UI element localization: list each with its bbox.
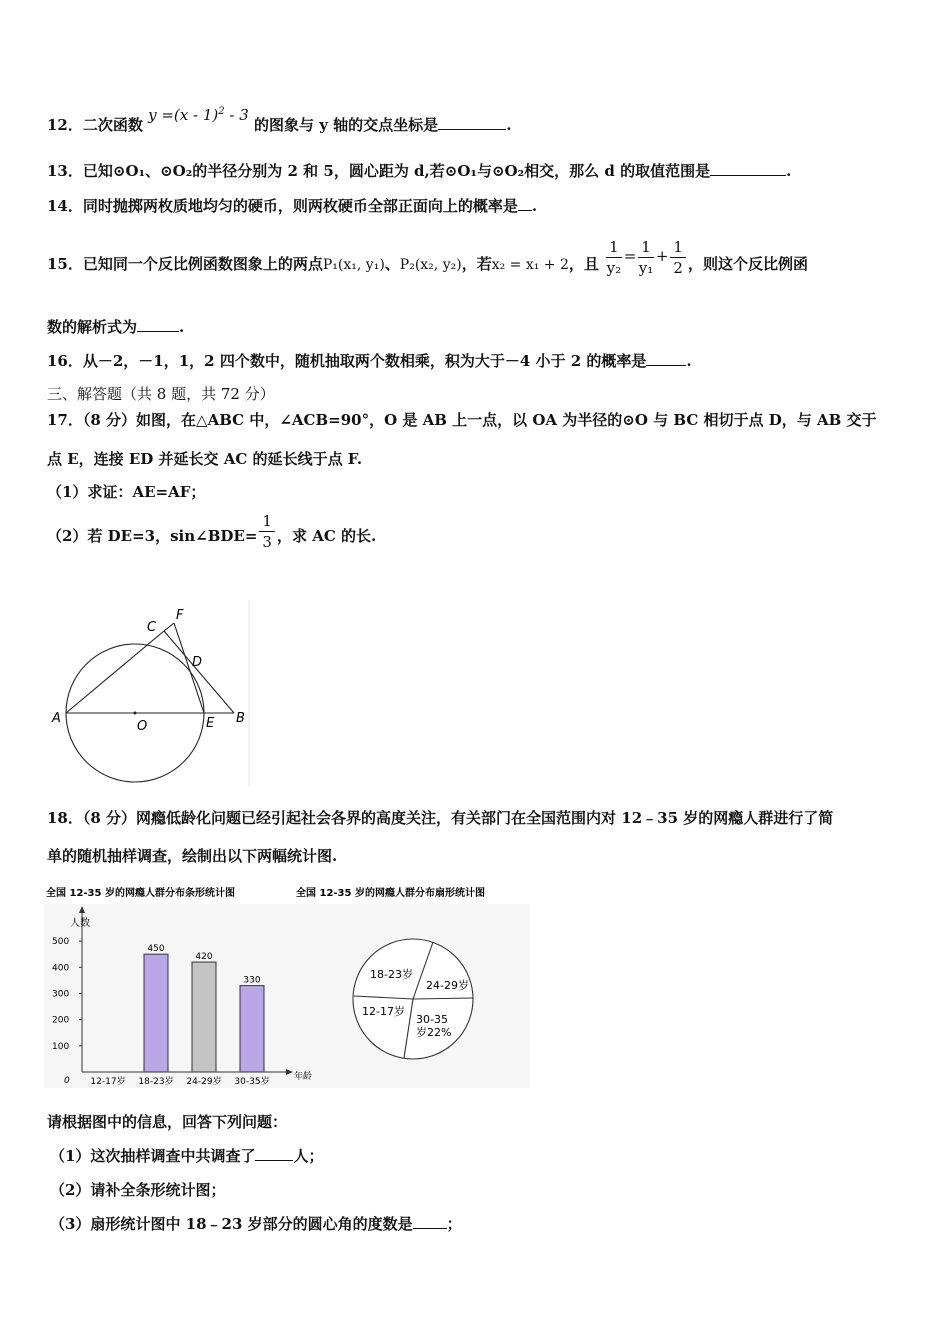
pie-chart-title: 全国 12-35 岁的网瘾人群分布扇形统计图 — [296, 888, 485, 899]
y-tick-label: 400 — [52, 963, 70, 974]
pie-label-30-35-b: 岁22% — [416, 1026, 452, 1039]
label-c: C — [147, 620, 157, 635]
label-o: O — [137, 719, 148, 734]
q12-blank — [438, 115, 506, 130]
q15-frac-2 — [638, 237, 654, 278]
question-17-part2 — [47, 511, 377, 558]
label-e: E — [206, 716, 215, 731]
x-axis-label: 年龄 — [294, 1072, 313, 1082]
q18-charts — [44, 882, 534, 1088]
section-3-heading: 三、解答题（共 8 题，共 72 分） — [47, 385, 275, 403]
pie-chart — [353, 939, 473, 1059]
q15-plus: + — [655, 247, 669, 265]
question-17-part1: （1）求证：AE=AF； — [47, 483, 206, 501]
q14-end: . — [531, 197, 538, 215]
question-14 — [47, 196, 537, 216]
q13-end: . — [786, 162, 792, 180]
y-tick-label: 200 — [52, 1015, 70, 1026]
label-f: F — [176, 608, 184, 623]
q15-frac2-num: 1 — [638, 237, 654, 258]
q15-point-p2: P₂(x₂, y₂) — [399, 257, 462, 273]
segment-cb — [164, 631, 234, 713]
y-axis-label: 人数 — [70, 918, 90, 929]
question-13 — [47, 161, 791, 181]
q15-text-pre: 15．已知同一个反比例函数图象上的两点 — [47, 255, 323, 273]
question-18-part1 — [50, 1146, 323, 1166]
q18-part3-post: ； — [446, 1215, 462, 1233]
segment-cf — [164, 623, 174, 631]
q17-frac-num: 1 — [259, 511, 275, 532]
question-15-line2 — [47, 317, 184, 337]
bar-data-label: 420 — [195, 952, 213, 963]
bar-18-23岁 — [144, 954, 168, 1072]
q14-blank — [518, 196, 532, 211]
bar-chart-title: 全国 12-35 岁的网瘾人群分布条形统计图 — [46, 888, 235, 899]
y-tick-label: 100 — [52, 1041, 70, 1052]
question-18-after: 请根据图中的信息，回答下列问题： — [47, 1113, 288, 1131]
pie-label-24-29: 24-29岁 — [426, 979, 469, 992]
q13-text: 13．已知⊙O₁、⊙O₂的半径分别为 2 和 5，圆心距为 d,若⊙O₁与⊙O₂相交，那么 d 的取值范围是 — [47, 162, 711, 180]
bar-30-35岁 — [240, 986, 264, 1072]
question-16 — [47, 351, 692, 371]
q12-formula-main: y =(x - 1) — [148, 106, 219, 124]
y-tick-label: 300 — [52, 989, 70, 1000]
q15-and: ，且 — [568, 255, 599, 273]
bar-data-label: 450 — [147, 944, 165, 955]
q16-blank — [646, 351, 686, 366]
question-18-line1: 18．（8 分）网瘾低龄化问题已经引起社会各界的高度关注，有关部门在全国范围内对 12﹣35 岁的网瘾人群进行了简 — [47, 809, 834, 827]
y-tick-label: 500 — [52, 937, 70, 948]
q12-text-post: 的图象与 y 轴的交点坐标是 — [254, 116, 439, 134]
question-18-line2: 单的随机抽样调查，绘制出以下两幅统计图. — [47, 847, 338, 865]
q15-frac3-den: 2 — [673, 258, 683, 277]
q16-end: . — [686, 352, 692, 370]
pie-label-18-23: 18-23岁 — [370, 968, 413, 981]
pie-label-30-35-a: 30-35 — [416, 1013, 448, 1026]
bar-data-label: 330 — [243, 975, 261, 986]
question-18-part2: （2）请补全条形统计图； — [50, 1181, 226, 1199]
q17-frac-den: 3 — [262, 532, 272, 551]
x-tick-label: 24-29岁 — [186, 1077, 222, 1087]
q18-part1-blank — [255, 1146, 293, 1161]
q15-end: . — [179, 318, 185, 336]
q15-text-post: ，则这个反比例函 — [687, 255, 808, 273]
q15-frac3-num: 1 — [670, 237, 686, 258]
label-d: D — [192, 655, 203, 670]
q17-part2-pre: （2）若 DE=3，sin∠BDE= — [47, 527, 258, 545]
q18-part3-blank — [413, 1214, 447, 1229]
q15-frac-3 — [670, 237, 686, 278]
question-15 — [47, 232, 808, 296]
q15-point-p1: P₁(x₁, y₁) — [322, 257, 385, 273]
q15-frac1-den: y₂ — [606, 258, 622, 277]
q16-text: 16．从－2，－1，1，2 四个数中，随机抽取两个数相乘，积为大于－4 小于 2 的概率是 — [47, 352, 647, 370]
question-17-line1: 17．（8 分）如图，在△ABC 中，∠ACB=90°，O 是 AB 上一点，以 OA 为半径的⊙O 与 BC 相切于点 D，与 AB 交于 — [47, 411, 877, 429]
q15-frac2-den: y₁ — [638, 258, 654, 277]
q18-part1-post: 人； — [293, 1147, 324, 1165]
q15-sep: 、 — [384, 255, 400, 273]
q12-number: 12． — [47, 116, 83, 134]
bar-24-29岁 — [192, 962, 216, 1072]
point-o — [134, 712, 137, 715]
q15-text-mid: ，若 — [461, 255, 492, 273]
q14-text: 14．同时抛掷两枚质地均匀的硬币，则两枚硬币全部正面向上的概率是 — [47, 197, 518, 215]
question-17-line2: 点 E，连接 ED 并延长交 AC 的延长线于点 F. — [47, 450, 363, 468]
segment-ac — [66, 631, 164, 713]
question-12 — [47, 106, 512, 135]
q15-eq: = — [623, 247, 637, 265]
x-tick-label: 12-17岁 — [90, 1077, 126, 1087]
q18-part1-pre: （1）这次抽样调查中共调查了 — [50, 1147, 256, 1165]
q17-sin-frac — [259, 511, 275, 552]
x-tick-label: 30-35岁 — [234, 1077, 270, 1087]
label-b: B — [236, 711, 245, 726]
q12-text-pre: 二次函数 — [82, 116, 143, 134]
q13-blank — [710, 161, 786, 176]
q15-condition: x₂ = x₁ + 2 — [491, 257, 569, 273]
q15-line2-text: 数的解析式为 — [47, 318, 138, 336]
q12-formula — [148, 106, 249, 124]
q15-blank — [137, 317, 179, 332]
y-tick-label: 0 — [64, 1076, 70, 1086]
q12-end: . — [506, 116, 512, 134]
q12-formula-sup: 2 — [218, 106, 225, 117]
label-a: A — [52, 711, 61, 726]
question-18-part3 — [50, 1214, 462, 1234]
q17-geometry-figure — [44, 600, 254, 786]
pie-label-12-17: 12-17岁 — [362, 1005, 405, 1018]
q17-part2-post: ，求 AC 的长. — [276, 527, 377, 545]
q12-formula-tail: - 3 — [224, 106, 249, 124]
x-tick-label: 18-23岁 — [138, 1077, 174, 1087]
q18-part3-pre: （3）扇形统计图中 18﹣23 岁部分的圆心角的度数是 — [50, 1215, 413, 1233]
q15-frac1-num: 1 — [606, 237, 622, 258]
q15-frac-1 — [606, 237, 622, 278]
